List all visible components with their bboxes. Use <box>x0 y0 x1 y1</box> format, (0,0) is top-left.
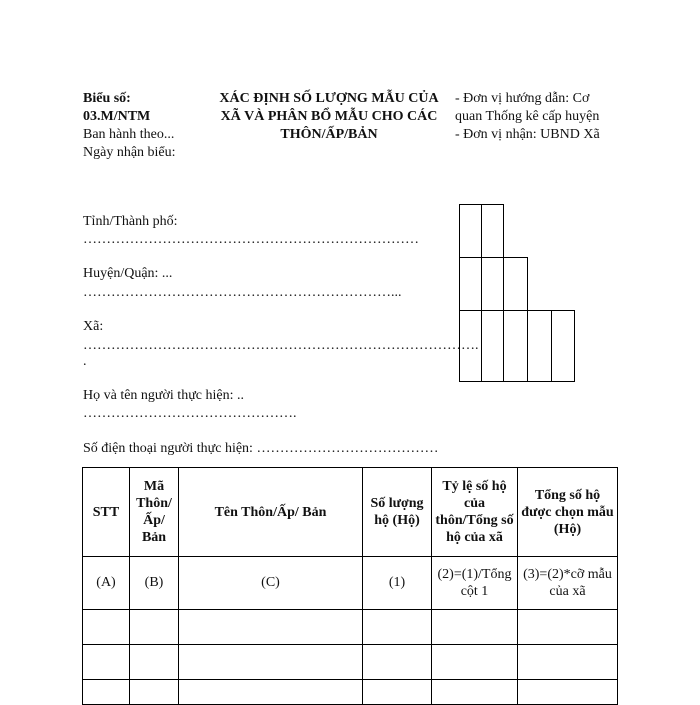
code-cell: (A) <box>83 557 130 610</box>
table-cell[interactable] <box>83 645 130 680</box>
title-line-2: XÃ VÀ PHÂN BỔ MẪU CHO CÁC <box>220 109 438 124</box>
table-cell[interactable] <box>130 645 179 680</box>
header-household-count: Số lượng hộ (Hộ) <box>363 468 432 557</box>
district-code-box-1[interactable] <box>459 257 482 311</box>
table-cell[interactable] <box>518 645 618 680</box>
form-title <box>205 90 453 144</box>
form-code: 03.M/NTM <box>83 109 151 124</box>
commune-field-continuation: . <box>83 354 87 369</box>
code-cell: (2)=(1)/Tổng cột 1 <box>432 557 518 610</box>
code-cell: (3)=(2)*cỡ mẫu của xã <box>518 557 618 610</box>
table-cell[interactable] <box>518 610 618 645</box>
district-code-box-2[interactable] <box>481 257 504 311</box>
province-code-box-1[interactable] <box>459 204 482 258</box>
district-field[interactable]: …………………………………………………………... <box>83 285 402 300</box>
title-line-1: XÁC ĐỊNH SỐ LƯỢNG MẪU CỦA <box>219 91 439 106</box>
title-line-3: THÔN/ẤP/BẢN <box>280 127 378 142</box>
sample-allocation-table <box>82 467 618 705</box>
header-village-name: Tên Thôn/Ấp/ Bản <box>179 468 363 557</box>
province-label: Tỉnh/Thành phố: <box>83 214 178 229</box>
table-cell[interactable] <box>363 610 432 645</box>
table-row <box>83 645 618 680</box>
person-label: Họ và tên người thực hiện: .. <box>83 388 244 403</box>
form-units <box>455 90 600 144</box>
commune-code-box-2[interactable] <box>481 310 504 382</box>
code-cell: (B) <box>130 557 179 610</box>
province-code-box-2[interactable] <box>481 204 504 258</box>
table-row <box>83 680 618 705</box>
person-field[interactable]: ………………………………………. <box>83 406 297 421</box>
table-header-row <box>83 468 618 557</box>
commune-label: Xã: <box>83 319 104 334</box>
table-cell[interactable] <box>518 680 618 705</box>
commune-code-box-1[interactable] <box>459 310 482 382</box>
header-village-code: Mã Thôn/ Ấp/ Bản <box>130 468 179 557</box>
phone-field[interactable]: Số điện thoại người thực hiện: ………………………………… <box>83 441 439 456</box>
table-cell[interactable] <box>432 645 518 680</box>
table-cell[interactable] <box>83 680 130 705</box>
province-field[interactable]: ……………………………………………………………… <box>83 232 419 247</box>
table-cell[interactable] <box>432 680 518 705</box>
table-row <box>83 610 618 645</box>
code-cell: (C) <box>179 557 363 610</box>
form-info <box>83 90 176 162</box>
guide-unit-line-2: quan Thống kê cấp huyện <box>455 109 600 124</box>
table-cell[interactable] <box>83 610 130 645</box>
table-cell[interactable] <box>130 610 179 645</box>
received-date: Ngày nhận biểu: <box>83 145 176 160</box>
commune-code-box-3[interactable] <box>503 310 528 382</box>
header-sampled-households: Tổng số hộ được chọn mẫu (Hộ) <box>518 468 618 557</box>
table-code-row <box>83 557 618 610</box>
table-cell[interactable] <box>363 645 432 680</box>
code-cell: (1) <box>363 557 432 610</box>
issued-by: Ban hành theo... <box>83 127 175 142</box>
district-label: Huyện/Quận: ... <box>83 266 173 281</box>
guide-unit-line-1: - Đơn vị hướng dẫn: Cơ <box>455 91 590 106</box>
receiving-unit: - Đơn vị nhận: UBND Xã <box>455 127 600 142</box>
table-cell[interactable] <box>432 610 518 645</box>
table-cell[interactable] <box>130 680 179 705</box>
commune-field[interactable]: …………………………………………………………………………. <box>83 338 479 353</box>
table-cell[interactable] <box>363 680 432 705</box>
header-stt: STT <box>83 468 130 557</box>
table-cell[interactable] <box>179 645 363 680</box>
commune-code-box-4[interactable] <box>527 310 552 382</box>
table-cell[interactable] <box>179 610 363 645</box>
form-number-label: Biểu số: <box>83 91 131 106</box>
commune-code-box-5[interactable] <box>551 310 575 382</box>
header-household-ratio: Tỷ lệ số hộ của thôn/Tổng số hộ của xã <box>432 468 518 557</box>
table-cell[interactable] <box>179 680 363 705</box>
district-code-box-3[interactable] <box>503 257 528 311</box>
